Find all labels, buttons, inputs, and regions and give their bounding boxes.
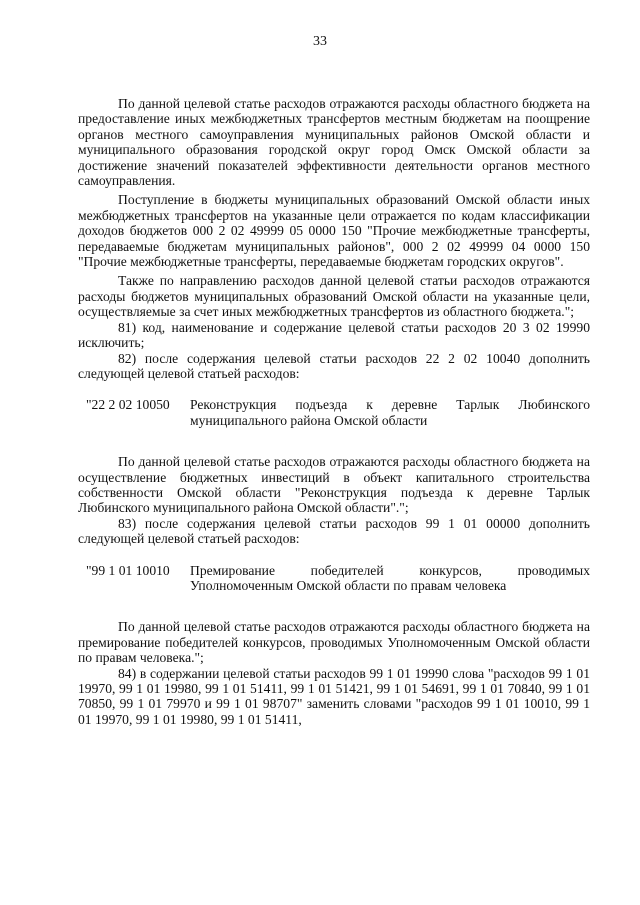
article-title: Премирование победителей конкурсов, проводимых Уполномоченным Омской области по правам человека xyxy=(190,562,590,593)
document-body xyxy=(78,96,590,727)
paragraph: По данной целевой статье расходов отражаются расходы областного бюджета на премирование победителей конкурсов, проводимых Уполномоченным Омской области по правам человека."; xyxy=(78,619,590,666)
paragraph-item-83: 83) после содержания целевой статьи расходов 99 1 01 00000 дополнить следующей целевой статьей расходов: xyxy=(78,515,590,547)
paragraph: Также по направлению расходов данной целевой статьи расходов отражаются расходы бюджетов муниципальных образований Омской области на указанные цели, осуществляемые за счет иных межбюджетных трансфертов из областного бюджета."; xyxy=(78,273,590,320)
paragraph: Поступление в бюджеты муниципальных образований Омской области иных межбюджетных трансфертов на указанные цели отражается по кодам классификации доходов бюджетов 000 2 02 49999 05 0000 150 "Прочие межбюджетные трансферты, передаваемые бюджетам муниципальных районов", 000 2 02 49999 04 0000 150 "Прочие межбюджетные трансферты, передаваемые бюджетам городских округов". xyxy=(78,192,590,270)
target-article-22-2-02-10050 xyxy=(78,397,590,428)
paragraph-item-84: 84) в содержании целевой статьи расходов 99 1 01 19990 слова "расходов 99 1 01 19970, 99 1 01 19980, 99 1 01 51411, 99 1 01 51421, 99 1 01 54691, 99 1 01 70840, 99 1 01 70850, 99 1 01 79970 и 99 1 01 98707" заменить словами "расходов 99 1 01 10010, 99 1 01 19970, 99 1 01 19980, 99 1 01 51411, xyxy=(78,665,590,727)
target-article-99-1-01-10010 xyxy=(78,563,590,594)
article-code: "22 2 02 10050 xyxy=(86,397,170,413)
page-number: 33 xyxy=(313,34,327,49)
paragraph-item-81: 81) код, наименование и содержание целевой статьи расходов 20 3 02 19990 исключить; xyxy=(78,319,590,351)
article-code: "99 1 01 10010 xyxy=(86,562,170,578)
paragraph: По данной целевой статье расходов отражаются расходы областного бюджета на предоставление иных межбюджетных трансфертов местным бюджетам на поощрение органов местного самоуправления муниципальных районов Омской области и муниципального образования городской округ город Омск Омской области за достижение значений показателей эффективности деятельности органов местного самоуправления. xyxy=(78,96,590,189)
paragraph-item-82: 82) после содержания целевой статьи расходов 22 2 02 10040 дополнить следующей целевой статьей расходов: xyxy=(78,350,590,381)
article-title: Реконструкция подъезда к деревне Тарлык Любинского муниципального района Омской области xyxy=(190,397,590,428)
paragraph: По данной целевой статье расходов отражаются расходы областного бюджета на осуществление бюджетных инвестиций в объект капитального строительства собственности Омской области "Реконструкция подъезда к деревне Тарлык Любинского муниципального района Омской области"."; xyxy=(78,454,590,516)
